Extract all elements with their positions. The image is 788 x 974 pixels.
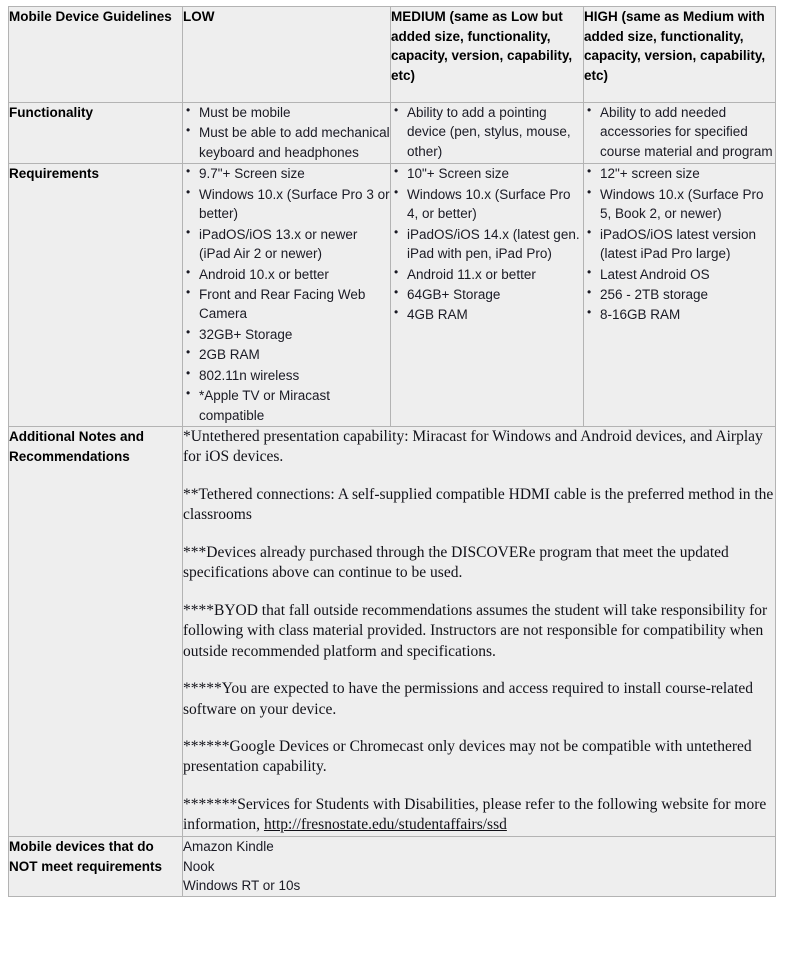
- functionality-medium-cell: [391, 103, 584, 164]
- row-label-functionality: Functionality: [9, 103, 183, 164]
- list-item: • 2GB RAM: [183, 345, 390, 364]
- bullet-list: [584, 164, 775, 325]
- mobile-device-guidelines-table: [8, 6, 776, 897]
- list-item: • Windows 10.x (Surface Pro 5, Book 2, or newer): [584, 185, 775, 224]
- list-item: • 10"+ Screen size: [391, 164, 583, 183]
- table-row-additional-notes: [9, 427, 776, 837]
- list-item: • Must be mobile: [183, 103, 390, 122]
- list-item: • Windows 10.x (Surface Pro 4, or better): [391, 185, 583, 224]
- list-item: • 9.7"+ Screen size: [183, 164, 390, 183]
- bullet-list: [183, 164, 390, 425]
- functionality-high-cell: [584, 103, 776, 164]
- list-item: • Android 10.x or better: [183, 265, 390, 284]
- note-paragraph: ******Google Devices or Chromecast only devices may not be compatible with untethered presentation capability.: [183, 737, 752, 776]
- bullet-list: [584, 103, 775, 161]
- header-cell-low: LOW: [183, 7, 391, 103]
- list-item: • Android 11.x or better: [391, 265, 583, 284]
- ssd-website-link[interactable]: http://fresnostate.edu/studentaffairs/ssd: [263, 816, 507, 834]
- list-item: Windows RT or 10s: [183, 878, 301, 894]
- note-paragraph: **Tethered connections: A self-supplied compatible HDMI cable is the preferred method in the classrooms: [183, 485, 774, 524]
- table-header-row: [9, 7, 776, 103]
- list-item: • Must be able to add mechanical keyboard and headphones: [183, 123, 390, 162]
- list-item: • Ability to add a pointing device (pen, stylus, mouse, other): [391, 103, 583, 161]
- note-paragraph: *Untethered presentation capability: Miracast for Windows and Android devices, and Airplay for iOS devices.: [183, 428, 763, 466]
- list-item: • Ability to add needed accessories for specified course material and program: [584, 103, 775, 161]
- requirements-medium-cell: [391, 164, 584, 427]
- list-item: • 802.11n wireless: [183, 366, 390, 385]
- requirements-low-cell: [183, 164, 391, 427]
- row-label-requirements: Requirements: [9, 164, 183, 427]
- list-item: Amazon Kindle: [183, 838, 274, 854]
- list-item: • Front and Rear Facing Web Camera: [183, 285, 390, 324]
- row-label-excluded-devices: Mobile devices that do NOT meet requirements: [9, 836, 183, 896]
- list-item: • 256 - 2TB storage: [584, 285, 775, 304]
- note-paragraph-lead: *******Services for Students with Disabilities, please refer to the following website for more information,: [183, 795, 767, 834]
- list-item: • 12"+ screen size: [584, 164, 775, 183]
- header-cell-title: Mobile Device Guidelines: [9, 7, 183, 103]
- list-item: • 64GB+ Storage: [391, 285, 583, 304]
- note-paragraph: ****BYOD that fall outside recommendations assumes the student will take responsibility for following with class material provided. Instructors are not responsible for compatibility when outside recommended platform and specifications.: [183, 601, 768, 660]
- list-item: • iPadOS/iOS 13.x or newer (iPad Air 2 or newer): [183, 225, 390, 264]
- list-item: • iPadOS/iOS 14.x (latest gen. iPad with pen, iPad Pro): [391, 225, 583, 264]
- bullet-list: [391, 164, 583, 325]
- list-item: Nook: [183, 858, 215, 874]
- note-paragraph: ***Devices already purchased through the DISCOVERe program that meet the updated specifications above can continue to be used.: [183, 543, 729, 582]
- functionality-low-cell: [183, 103, 391, 164]
- requirements-high-cell: [584, 164, 776, 427]
- list-item: • Latest Android OS: [584, 265, 775, 284]
- bullet-list: [183, 103, 390, 162]
- bullet-list: [391, 103, 583, 161]
- list-item: • *Apple TV or Miracast compatible: [183, 386, 390, 425]
- list-item: • 4GB RAM: [391, 305, 583, 324]
- header-cell-high: HIGH (same as Medium with added size, functionality, capacity, version, capability, etc): [584, 7, 776, 103]
- note-paragraph: *****You are expected to have the permissions and access required to install course-related software on your device.: [183, 680, 754, 718]
- list-item: • 8-16GB RAM: [584, 305, 775, 324]
- excluded-devices-cell: [183, 836, 776, 896]
- header-cell-medium: MEDIUM (same as Low but added size, functionality, capacity, version, capability, etc): [391, 7, 584, 103]
- list-item: • iPadOS/iOS latest version (latest iPad Pro large): [584, 225, 775, 264]
- note-paragraph-with-link: [183, 795, 775, 836]
- row-label-additional-notes: Additional Notes and Recommendations: [9, 427, 183, 837]
- table-row-requirements: [9, 164, 776, 427]
- table-row-functionality: [9, 103, 776, 164]
- additional-notes-cell: [183, 427, 776, 837]
- list-item: • Windows 10.x (Surface Pro 3 or better): [183, 185, 390, 224]
- table-row-excluded-devices: [9, 836, 776, 896]
- list-item: • 32GB+ Storage: [183, 325, 390, 344]
